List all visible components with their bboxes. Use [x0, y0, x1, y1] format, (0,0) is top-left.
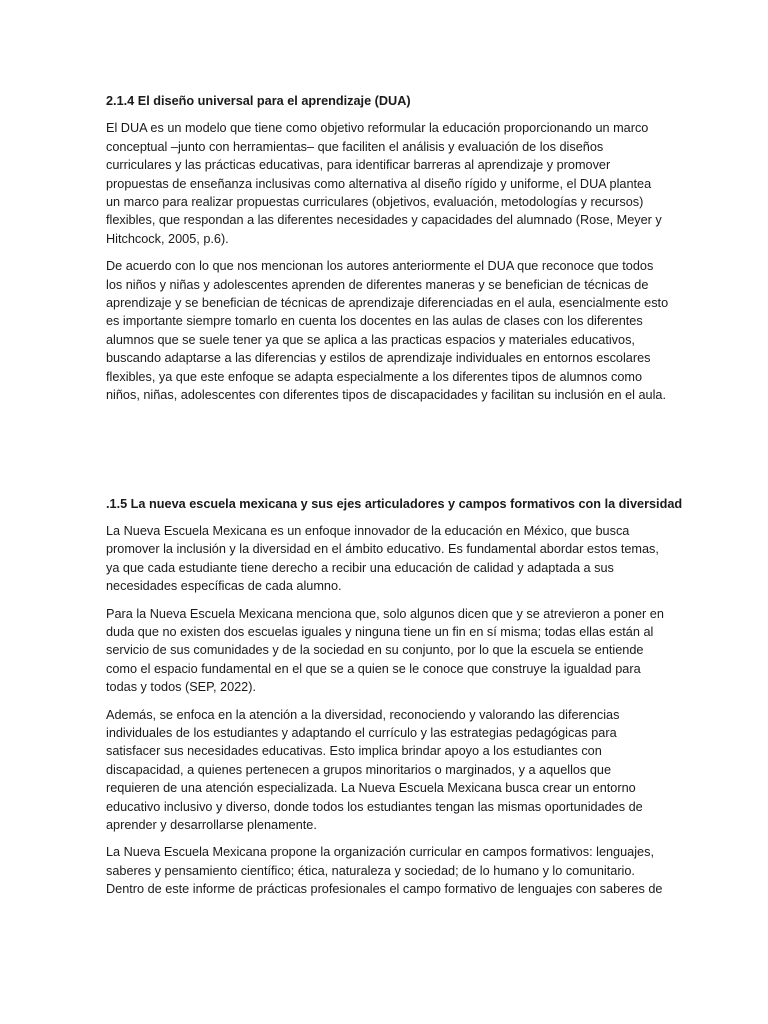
text-line: De acuerdo con lo que nos mencionan los autores anteriormente el DUA que reconoce que todos [106, 259, 654, 274]
text-line: como el espacio fundamental en el que se a quien se le conoce que construye la igualdad para [106, 661, 641, 676]
text-line: duda que no existen dos escuelas iguales y ninguna tiene un fin en sí misma; todas ellas están al [106, 624, 654, 639]
text-line: niños, niñas, adolescentes con diferentes tipos de discapacidades y facilitan su inclusión en el aula. [106, 388, 667, 403]
document-body [106, 92, 683, 908]
paragraph-nem-curriculum [106, 843, 662, 898]
text-line: Hitchcock, 2005, p.6). [106, 231, 229, 246]
text-line: satisfacer sus necesidades educativas. Esto implica brindar apoyo a los estudiantes con [106, 744, 602, 759]
text-line: Para la Nueva Escuela Mexicana menciona que, solo algunos dicen que y se atrevieron a poner en [106, 606, 664, 621]
text-line: requieren de una atención especializada. La Nueva Escuela Mexicana busca crear un entorno [106, 781, 636, 796]
text-line: aprendizaje y se benefician de técnicas de aprendizaje diferenciadas en el aula, esencialmente esto [106, 296, 669, 311]
text-line: El DUA es un modelo que tiene como objetivo reformular la educación proporcionando un marco [106, 121, 649, 136]
paragraph-dua-commentary [106, 257, 669, 404]
text-line: necesidades específicas de cada alumno. [106, 579, 342, 594]
text-line: es importante siempre tomarlo en cuenta los docentes en las aulas de clases con los diferentes [106, 314, 643, 329]
paragraph-nem-intro [106, 522, 662, 596]
text-line: buscando adaptarse a las diferencias y estilos de aprendizaje individuales en entornos escolares [106, 351, 651, 366]
text-line: educativo inclusivo y diverso, donde todos los estudiantes tengan las mismas oportunidades de [106, 799, 643, 814]
text-line: Dentro de este informe de prácticas profesionales el campo formativo de lenguajes con saberes de [106, 882, 663, 897]
section-spacer [106, 414, 662, 495]
text-line: propuestas de enseñanza inclusivas como alternativa al diseño rígido y uniforme, el DUA plantea [106, 176, 652, 191]
paragraph-dua-definition [106, 119, 662, 248]
paragraph-nem-schools [106, 605, 662, 697]
text-line: aprender y desarrollarse plenamente. [106, 818, 317, 832]
text-line: flexibles, que respondan a las diferentes necesidades y capacidades del alumnado (Rose, Meyer y [106, 213, 662, 228]
text-line: curriculares y las prácticas educativas, para identificar barreras al aprendizaje y promover [106, 158, 611, 173]
text-line: promover la inclusión y la diversidad en el ámbito educativo. Es fundamental abordar estos temas, [106, 542, 659, 557]
text-line: saberes y pensamiento científico; ética, naturaleza y sociedad; de lo humano y lo comunitario. [106, 863, 635, 878]
paragraph-nem-diversity [106, 706, 662, 835]
section-heading-dua: 2.1.4 El diseño universal para el aprendizaje (DUA) [106, 94, 411, 108]
text-line: Además, se enfoca en la atención a la diversidad, reconociendo y valorando las diferencias [106, 707, 620, 722]
text-line: alumnos que se suele tener ya que se aplica a las practicas espacios y materiales educativos, [106, 332, 635, 347]
text-line: flexibles, ya que este enfoque se adapta especialmente a los diferentes tipos de alumnos como [106, 369, 643, 384]
text-line: La Nueva Escuela Mexicana propone la organización curricular en campos formativos: lenguajes, [106, 845, 654, 860]
text-line: individuales de los estudiantes y adaptando el currículo y las estrategias pedagógicas para [106, 725, 617, 740]
text-line: un marco para realizar propuestas curriculares (objetivos, evaluación, metodologías y recursos) [106, 195, 644, 210]
text-line: conceptual –junto con herramientas– que faciliten el análisis y evaluación de los diseños [106, 139, 604, 154]
text-line: los niños y niñas y adolescentes aprenden de diferentes maneras y se benefician de técnicas de [106, 277, 649, 292]
text-line: servicio de sus comunidades y de la sociedad en su conjunto, por lo que la escuela se entiende [106, 643, 644, 658]
text-line: todas y todos (SEP, 2022). [106, 680, 256, 695]
text-line: La Nueva Escuela Mexicana es un enfoque innovador de la educación en México, que busca [106, 523, 630, 538]
section-heading-nem: .1.5 La nueva escuela mexicana y sus ejes articuladores y campos formativos con la diversidad [106, 496, 683, 511]
text-line: ya que cada estudiante tiene derecho a recibir una educación de calidad y adaptada a sus [106, 560, 614, 575]
text-line: discapacidad, a quienes pertenecen a grupos minoritarios o marginados, y a aquellos que [106, 762, 611, 777]
